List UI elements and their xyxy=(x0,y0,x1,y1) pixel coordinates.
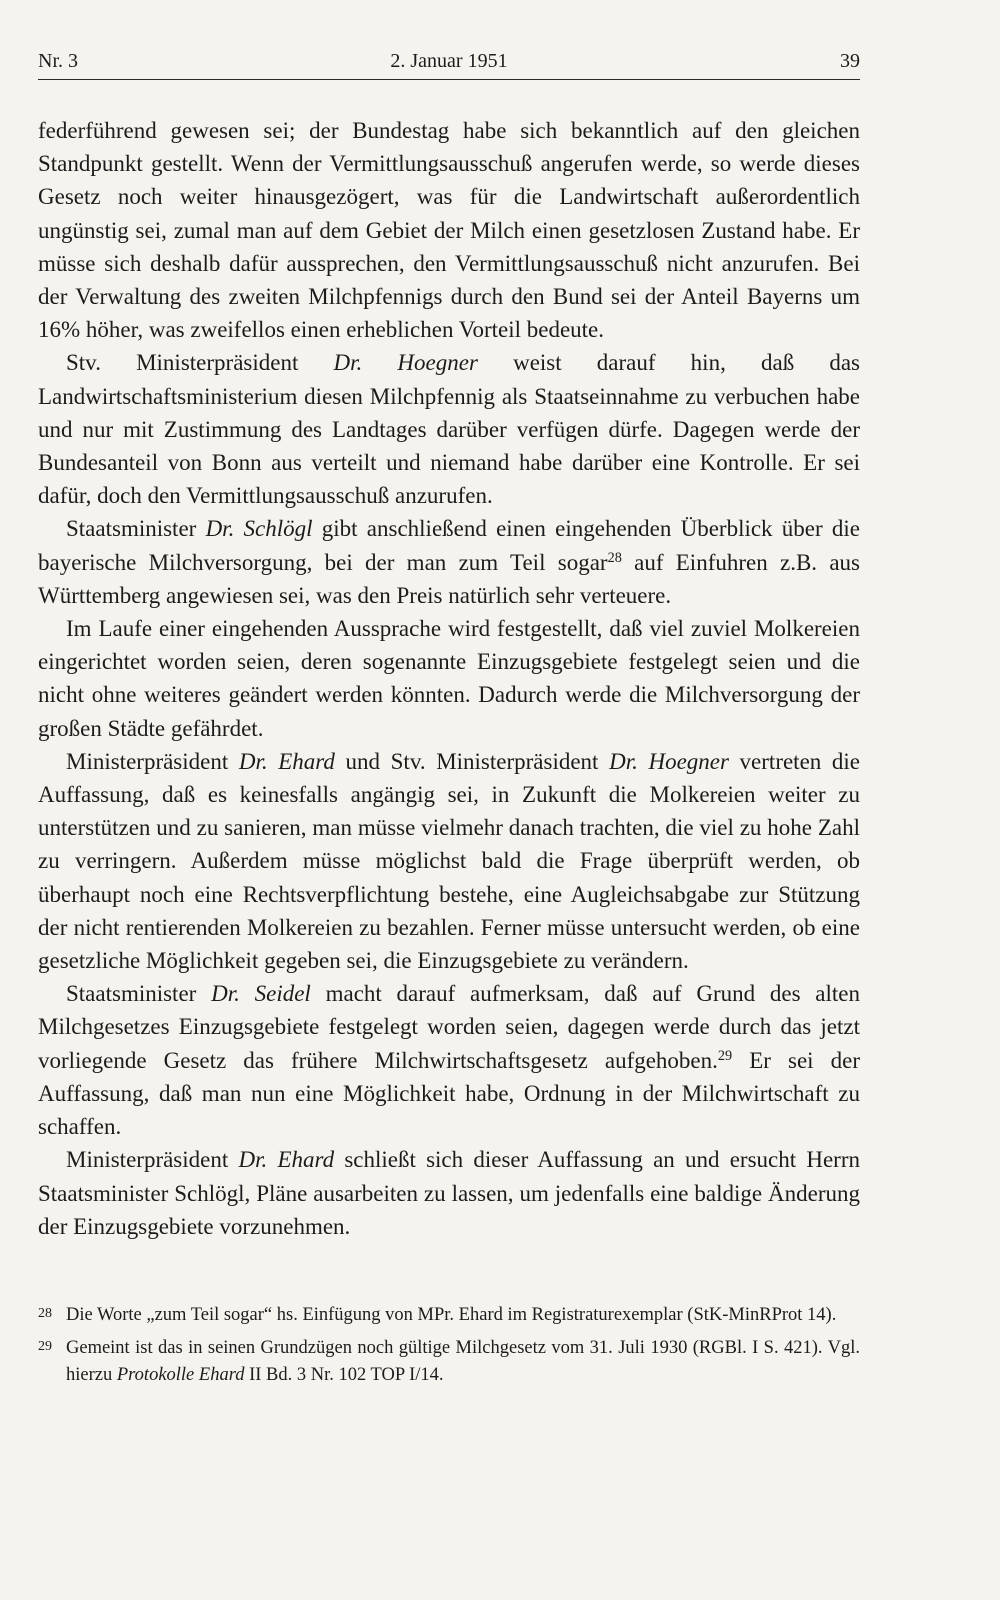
footnote-ref-29[interactable]: 29 xyxy=(717,1047,733,1064)
paragraph-3 xyxy=(38,512,860,612)
footnote-28 xyxy=(38,1302,860,1329)
paragraph-7-lead: Ministerpräsident xyxy=(66,1147,239,1173)
speaker-name: Dr. Seidel xyxy=(211,981,311,1007)
footnote-number: 29 xyxy=(38,1339,52,1354)
paragraph-4: Im Laufe einer eingehenden Aussprache wird festgestellt, daß viel zuviel Molkereien eingerichtet worden seien, deren sogenannte Einzugsgebiete festgelegt seien und die nicht ohne weiteres geändert werden könnten. Dadurch werde die Milchversorgung der großen Städte gefährdet. xyxy=(38,616,860,741)
speaker-name: Dr. Ehard xyxy=(238,748,335,774)
paragraph-2-text: weist darauf hin, daß das Landwirtschaftsministerium diesen Milchpfennig als Staatseinnahme zu verbuchen habe und nur mit Zustimmung des Landtages darüber verfügen dürfe. Dagegen werde der Bundesanteil von Bonn aus verteilt und niemand habe darüber eine Kontrolle. Er sei dafür, doch den Vermittlungsausschuß anzurufen. xyxy=(38,350,861,509)
speaker-name: Dr. Hoegner xyxy=(609,748,729,774)
paragraph-3-text-a: gibt anschließend einen eingehenden Überblick über die bayerische Milchversorgung, bei der man zum Teil sogar xyxy=(38,516,860,575)
footnote-text-b: II Bd. 3 Nr. 102 TOP I/14. xyxy=(244,1365,444,1385)
header-rule xyxy=(38,79,860,80)
paragraph-5-mid: und Stv. Ministerpräsident xyxy=(334,748,610,774)
paragraph-5 xyxy=(38,745,860,977)
footnote-29 xyxy=(38,1335,860,1389)
header-date: 2. Januar 1951 xyxy=(390,50,508,72)
paragraph-5-text: vertreten die Auffassung, daß es keinesfalls angängig sei, in Zukunft die Molkereien weiter zu unterstützen und zu sanieren, man müsse vielmehr danach trachten, die viel zu hohe Zahl zu verringern. Außerdem müsse möglichst bald die Frage überprüft werden, ob überhaupt noch eine Rechtsverpflichtung bestehe, eine Augleichsabgabe zur Stützung der nicht rentierenden Molkereien zu bezahlen. Ferner müsse untersucht werden, ob eine gesetzliche Möglichkeit gegeben sei, die Einzugsgebiete zu verändern. xyxy=(38,748,860,974)
running-header xyxy=(38,46,860,76)
issue-number: Nr. 3 xyxy=(38,50,78,72)
paragraph-7-text: schließt sich dieser Auffassung an und ersucht Herrn Staatsminister Schlögl, Pläne ausarbeiten zu lassen, um jedenfalls eine baldige Änderung der Einzugsgebiete vorzunehmen. xyxy=(38,1147,860,1239)
page-number: 39 xyxy=(840,50,860,72)
footnotes xyxy=(38,1302,860,1395)
speaker-name: Dr. Schlögl xyxy=(205,516,313,542)
speaker-name: Dr. Hoegner xyxy=(333,350,478,376)
footnote-citation-title: Protokolle Ehard xyxy=(116,1365,245,1385)
paragraph-1: federführend gewesen sei; der Bundestag habe sich bekanntlich auf den gleichen Standpunkt gestellt. Wenn der Vermittlungsausschuß angerufen werde, so werde dieses Gesetz noch weiter hinausgezögert, was für die Landwirtschaft außerordentlich ungünstig sei, zumal man auf dem Gebiet der Milch einen gesetzlosen Zustand habe. Er müsse sich deshalb dafür aussprechen, den Vermittlungsausschuß nicht anzurufen. Bei der Verwaltung des zweiten Milchpfennigs durch den Bund sei der Anteil Bayerns um 16% höher, was zweifellos einen erheblichen Vorteil bedeute. xyxy=(38,118,860,343)
paragraph-6-text-b: Er sei der Auffassung, daß man nun eine Möglichkeit habe, Ordnung in der Milchwirtschaft zu schaffen. xyxy=(38,1047,860,1140)
paragraph-7 xyxy=(38,1143,860,1243)
footnote-number: 28 xyxy=(38,1306,52,1321)
paragraph-2 xyxy=(38,346,860,512)
paragraph-5-lead: Ministerpräsident xyxy=(66,748,239,774)
paragraph-3-text-b: auf Einfuhren z.B. aus Württemberg angewiesen sei, was den Preis natürlich sehr verteuere. xyxy=(38,549,861,608)
footnote-text-a: Gemeint ist das in seinen Grundzügen noch gültige Milchgesetz vom 31. Juli 1930 (RGBl. I S. 421). Vgl. hierzu xyxy=(66,1338,860,1385)
speaker-name: Dr. Ehard xyxy=(238,1147,335,1173)
body-text xyxy=(38,114,860,1243)
footnote-text: Die Worte „zum Teil sogar“ hs. Einfügung von MPr. Ehard im Registraturexemplar (StK-MinRProt 14). xyxy=(66,1305,837,1325)
paragraph-6 xyxy=(38,977,860,1143)
paragraph-2-lead: Stv. Ministerpräsident xyxy=(66,350,334,376)
paragraph-6-text-a: macht darauf aufmerksam, daß auf Grund des alten Milchgesetzes Einzugsgebiete festgelegt worden seien, dagegen werde durch das jetzt vorliegende Gesetz das frühere Milchwirtschaftsgesetz aufgehoben. xyxy=(38,981,860,1073)
paragraph-6-lead: Staatsminister xyxy=(66,981,212,1007)
paragraph-3-lead: Staatsminister xyxy=(66,516,206,542)
footnote-ref-28[interactable]: 28 xyxy=(607,549,622,566)
